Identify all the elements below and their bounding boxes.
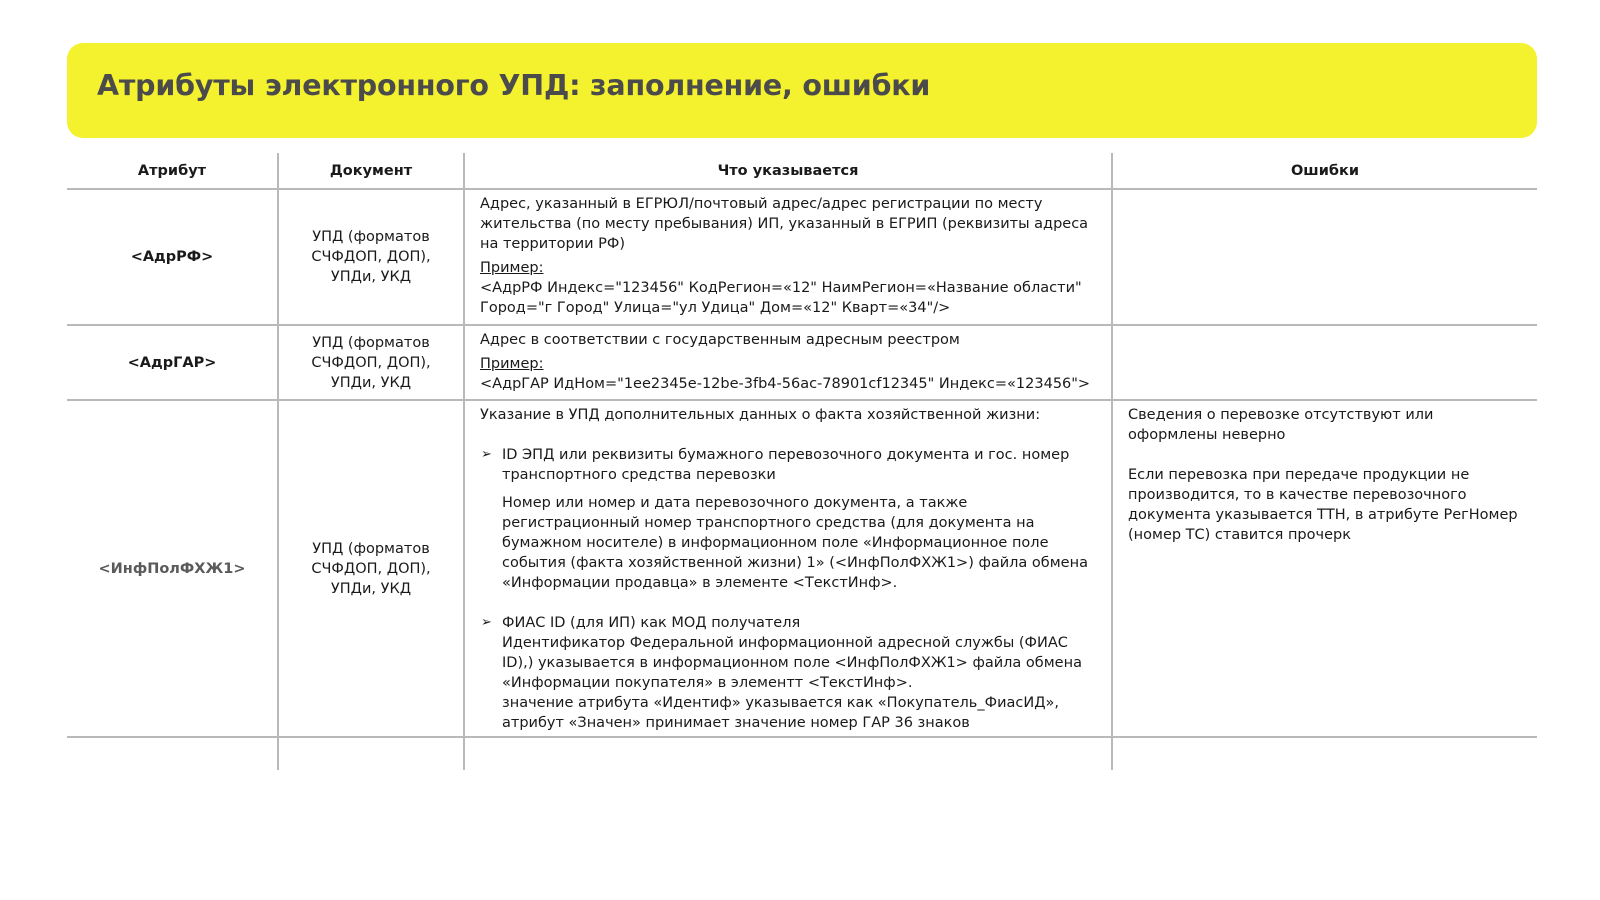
header-attribute: Атрибут — [137, 163, 207, 179]
table-row-description — [465, 401, 1111, 736]
bullet-heading: ID ЭПД или реквизиты бумажного перевозочного документа и гос. номер транспортного средства перевозки — [502, 447, 1070, 483]
bullet-text: значение атрибута «Идентиф» указывается как «Покупатель_ФиасИД», атрибут «Значен» принимает значение номер ГАР 36 знаков — [502, 695, 1060, 731]
table-row-description — [465, 326, 1111, 399]
description-intro: Указание в УПД дополнительных данных о факта хозяйственной жизни: — [480, 407, 1041, 423]
table-row-errors — [1113, 401, 1537, 736]
description-text: Адрес в соответствии с государственным адресным реестром — [480, 332, 960, 348]
bullet-text: Номер или номер и дата перевозочного документа, а также регистрационный номер транспортного средства (для документа на бумажном носителе) в информационном поле «Информационное поле события (факта хозяйственной жизни) 1» (<ИнфПолФХЖ1>) файла обмена «Информации продавца» в элементе <ТекстИнф>. — [502, 495, 1088, 591]
bullet-heading: ФИАС ID (для ИП) как МОД получателя — [502, 615, 801, 631]
table-row-attribute: <АдрГАР> — [127, 354, 217, 371]
example-label: Пример: — [480, 356, 544, 372]
bullet-item — [480, 445, 1097, 593]
header-errors: Ошибки — [1290, 163, 1359, 179]
description-text: Адрес, указанный в ЕГРЮЛ/почтовый адрес/адрес регистрации по месту жительства (по месту пребывания) ИП, указанный в ЕГРИП (реквизиты адреса на территории РФ) — [480, 196, 1089, 252]
error-text: Если перевозка при передаче продукции не производится, то в качестве перевозочного документа указывается ТТН, в атрибуте РегНомер (номер ТС) ставится прочерк — [1128, 467, 1518, 543]
table-row-document: УПД (форматов СЧФДОП, ДОП), УПДи, УКД — [311, 540, 431, 597]
header-what: Что указывается — [717, 163, 859, 179]
page-title: Атрибуты электронного УПД: заполнение, ошибки — [97, 69, 931, 102]
table-row-description — [465, 190, 1111, 324]
table-row-attribute: <АдрРФ> — [130, 249, 214, 265]
bullet-arrow-icon: ➢ — [481, 447, 492, 462]
table-row-document: УПД (форматов СЧФДОП, ДОП), УПДи, УКД — [311, 334, 431, 391]
error-text: Сведения о перевозке отсутствуют или оформлены неверно — [1128, 407, 1434, 443]
example-label: Пример: — [480, 260, 544, 276]
example-code: <АдрРФ Индекс="123456" КодРегион=«12" НаимРегион=«Название области" Город="г Город" Улица="ул Удица" Дом=«12" Кварт=«34"/> — [480, 280, 1082, 316]
bullet-text: Идентификатор Федеральной информационной адресной службы (ФИАС ID),) указывается в информационном поле <ИнфПолФХЖ1> файла обмена «Информации покупателя» в элементт <ТекстИнф>. — [502, 635, 1082, 691]
bullet-arrow-icon: ➢ — [481, 615, 492, 630]
example-code: <АдрГАР ИдНом="1ee2345e-12be-3fb4-56ac-78901cf12345" Индекс=«123456"> — [480, 376, 1091, 392]
table-row-errors — [1113, 190, 1537, 324]
table-row-document: УПД (форматов СЧФДОП, ДОП), УПДи, УКД — [311, 229, 431, 285]
table-row-attribute: <ИнфПолФХЖ1> — [98, 560, 246, 577]
table-row-errors — [1113, 326, 1537, 399]
row-divider — [67, 736, 1537, 738]
attributes-table — [67, 153, 1537, 770]
bullet-item — [480, 613, 1097, 733]
header-document: Документ — [329, 163, 413, 179]
title-banner — [67, 43, 1537, 138]
